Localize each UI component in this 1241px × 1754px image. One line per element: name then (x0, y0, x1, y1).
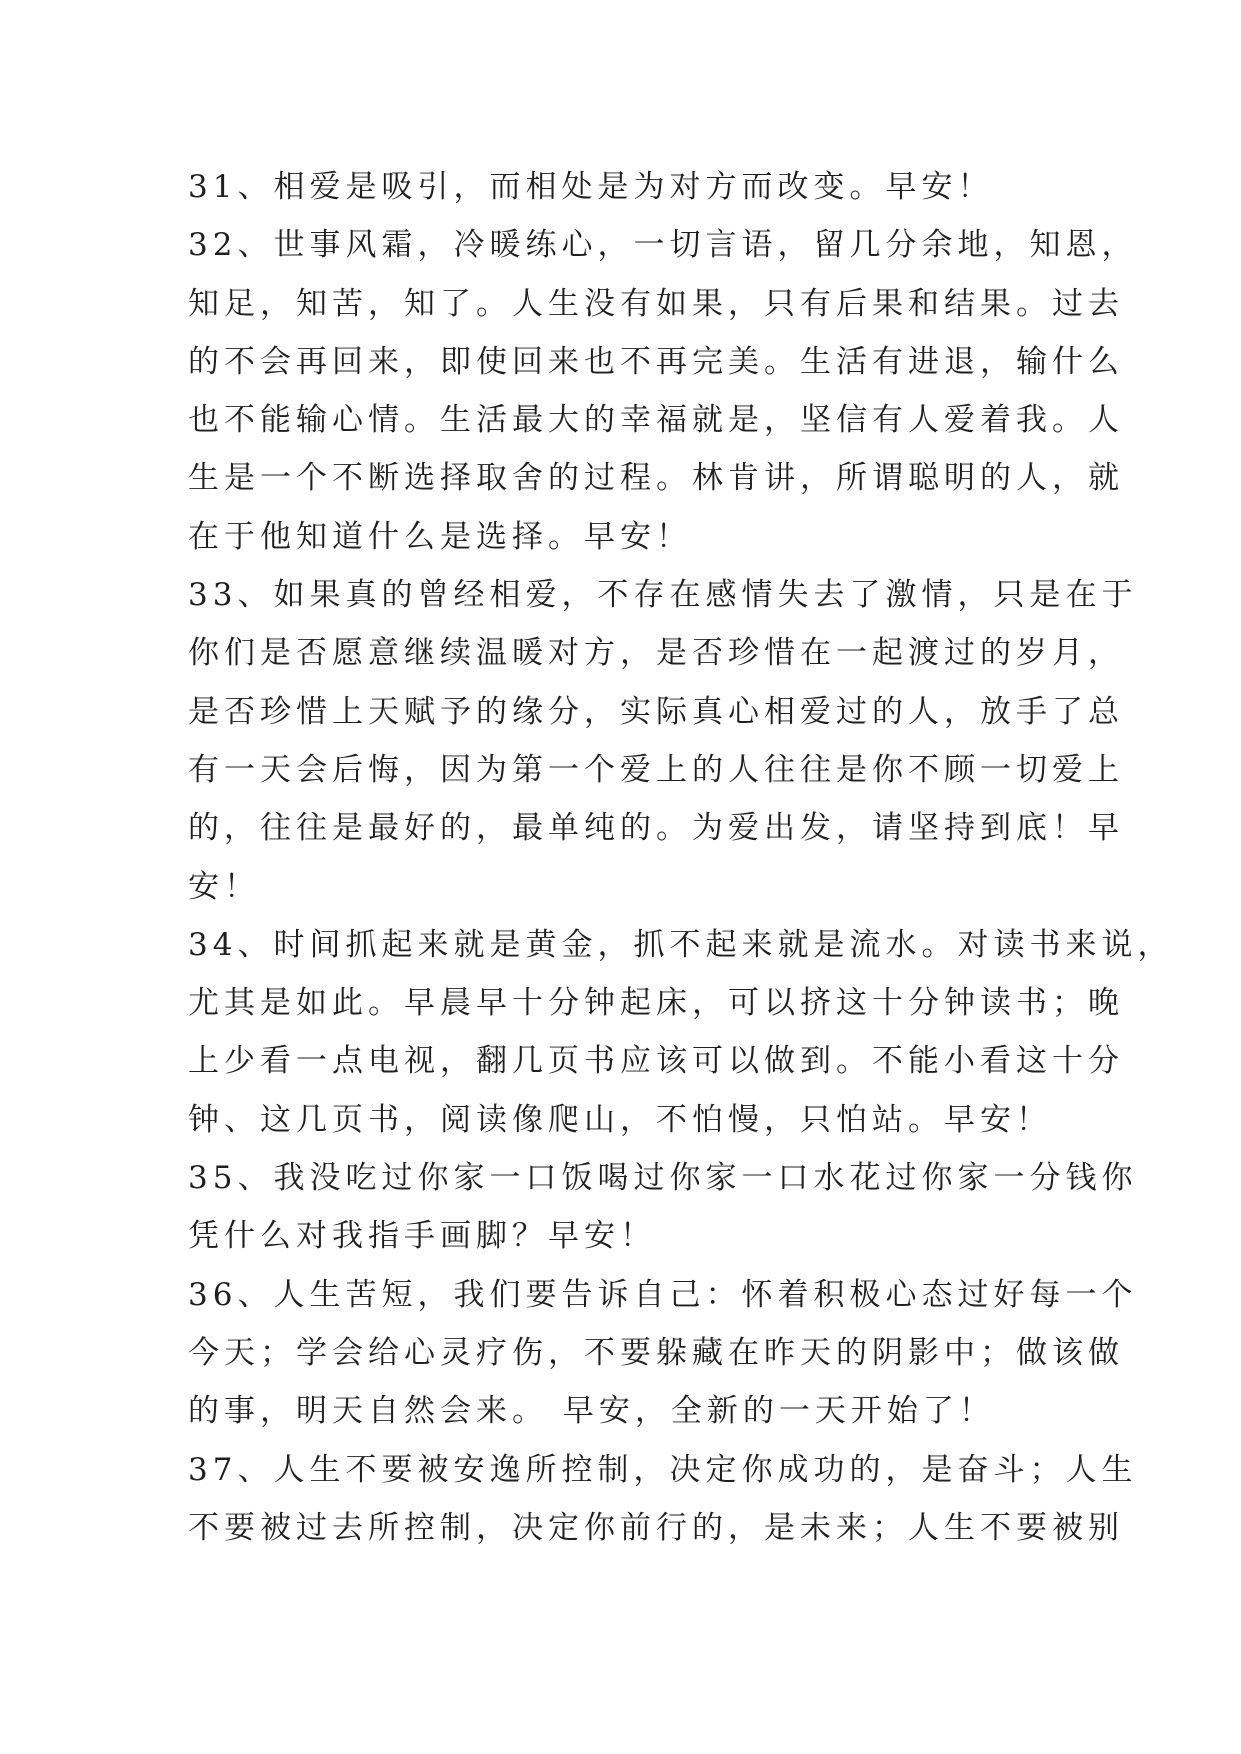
text-line: 37、人生不要被安逸所控制，决定你成功的，是奋斗；人生 (188, 1451, 1138, 1488)
text-line: 在于他知道什么是选择。早安！ (188, 518, 692, 555)
text-line: 34、时间抓起来就是黄金，抓不起来就是流水。对读书来说， (188, 926, 1174, 963)
text-line: 钟、这几页书，阅读像爬山，不怕慢，只怕站。早安！ (188, 1101, 1052, 1138)
text-line: 安！ (188, 868, 260, 905)
text-line: 31、相爱是吸引，而相处是为对方而改变。早安！ (188, 169, 994, 205)
text-line: 33、如果真的曾经相爱，不存在感情失去了激情，只是在于 (188, 577, 1138, 614)
text-line: 你们是否愿意继续温暖对方，是否珍惜在一起渡过的岁月， (188, 635, 1124, 672)
document-body (188, 158, 1174, 1557)
text-line: 今天；学会给心灵疗伤，不要躲藏在昨天的阴影中；做该做 (188, 1334, 1124, 1371)
text-line: 的事，明天自然会来。 早安，全新的一天开始了！ (188, 1393, 995, 1430)
text-line: 知足，知苦，知了。人生没有如果，只有后果和结果。过去 (188, 285, 1124, 322)
text-line: 32、世事风霜，冷暖练心，一切言语，留几分余地，知恩， (188, 227, 1138, 264)
text-line: 尤其是如此。早晨早十分钟起床，可以挤这十分钟读书；晚 (188, 985, 1124, 1022)
text-line: 上少看一点电视，翻几页书应该可以做到。不能小看这十分 (188, 1043, 1124, 1080)
text-line: 是否珍惜上天赋予的缘分，实际真心相爱过的人，放手了总 (188, 693, 1124, 730)
text-line: 也不能输心情。生活最大的幸福就是，坚信有人爱着我。人 (188, 402, 1124, 439)
text-line: 的不会再回来，即使回来也不再完美。生活有进退，输什么 (188, 343, 1124, 380)
text-line: 36、人生苦短，我们要告诉自己：怀着积极心态过好每一个 (188, 1276, 1138, 1313)
text-line: 35、我没吃过你家一口饭喝过你家一口水花过你家一分钱你 (188, 1160, 1138, 1197)
text-line: 凭什么对我指手画脚？早安！ (188, 1218, 656, 1255)
text-line: 不要被过去所控制，决定你前行的，是未来；人生不要被别 (188, 1509, 1124, 1546)
text-line: 生是一个不断选择取舍的过程。林肯讲，所谓聪明的人，就 (188, 460, 1124, 497)
text-line: 的，往往是最好的，最单纯的。为爱出发，请坚持到底！早 (188, 810, 1124, 847)
text-line: 有一天会后悔，因为第一个爱上的人往往是你不顾一切爱上 (188, 751, 1124, 788)
